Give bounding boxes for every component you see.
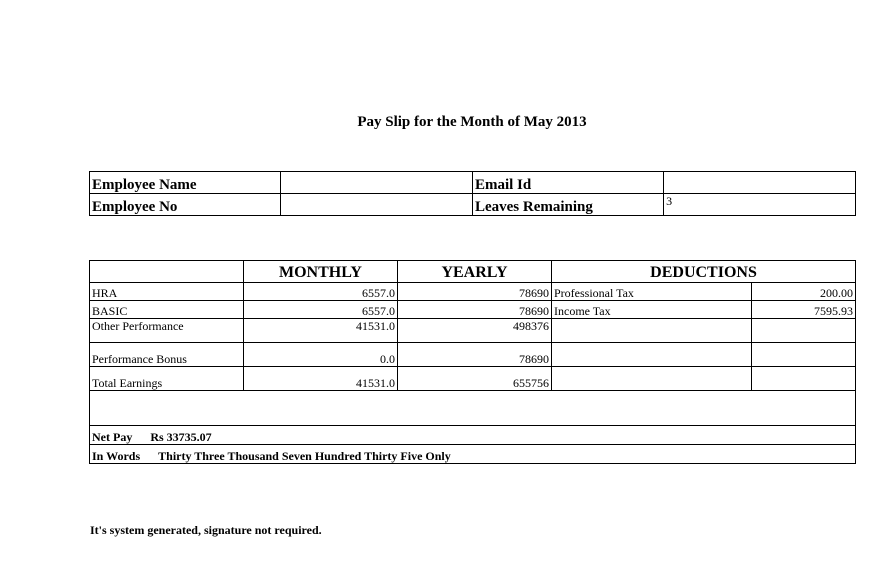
page-title: Pay Slip for the Month of May 2013 [357,114,587,130]
earning-monthly: 41531.0 [244,319,398,343]
table-row [90,367,856,391]
table-row [90,319,856,343]
employee-info-row-2 [90,194,856,216]
deduction-label: Income Tax [552,301,752,319]
spacer-cell [90,391,856,426]
deduction-value: 7595.93 [752,301,856,319]
leaves-remaining-value: 3 [664,194,856,216]
table-row [90,343,856,367]
monthly-header: MONTHLY [244,261,398,283]
email-id-label: Email Id [472,172,663,194]
earning-yearly: 655756 [398,367,552,391]
earning-monthly: 6557.0 [244,283,398,301]
earning-monthly: 0.0 [244,343,398,367]
earning-monthly: 41531.0 [244,367,398,391]
deduction-value [752,343,856,367]
deduction-label [552,319,752,343]
deduction-value [752,319,856,343]
email-id-value [664,172,856,194]
earning-yearly: 78690 [398,283,552,301]
employee-name-value [281,172,473,194]
leaves-remaining-label: Leaves Remaining [472,194,663,216]
footer-note: It's system generated, signature not required. [90,523,322,537]
spacer-row [90,391,856,426]
in-words-value: Thirty Three Thousand Seven Hundred Thirty Five Only [158,449,451,463]
earnings-table [89,260,856,464]
earnings-header-row [90,261,856,283]
deduction-label: Professional Tax [552,283,752,301]
in-words-row [90,445,856,464]
table-row [90,301,856,319]
net-pay-row [90,426,856,445]
table-row [90,283,856,301]
earning-yearly: 498376 [398,319,552,343]
deductions-header: DEDUCTIONS [552,261,856,283]
deduction-label [552,343,752,367]
in-words-label: In Words [92,449,141,463]
net-pay-value: Rs 33735.07 [150,430,212,444]
earning-label: Performance Bonus [90,343,244,367]
net-pay-cell [90,426,856,445]
in-words-cell [90,445,856,464]
deduction-value [752,367,856,391]
yearly-header: YEARLY [398,261,552,283]
earning-monthly: 6557.0 [244,301,398,319]
deduction-label [552,367,752,391]
header-blank-cell [90,261,244,283]
employee-no-label: Employee No [90,194,281,216]
earning-label: BASIC [90,301,244,319]
earning-yearly: 78690 [398,343,552,367]
employee-name-label: Employee Name [90,172,281,194]
earning-yearly: 78690 [398,301,552,319]
net-pay-label: Net Pay [92,430,133,444]
earning-label: HRA [90,283,244,301]
employee-no-value [281,194,473,216]
deduction-value: 200.00 [752,283,856,301]
employee-info-table [89,171,856,216]
earning-label: Other Performance [90,319,244,343]
employee-info-row-1 [90,172,856,194]
earning-label: Total Earnings [90,367,244,391]
